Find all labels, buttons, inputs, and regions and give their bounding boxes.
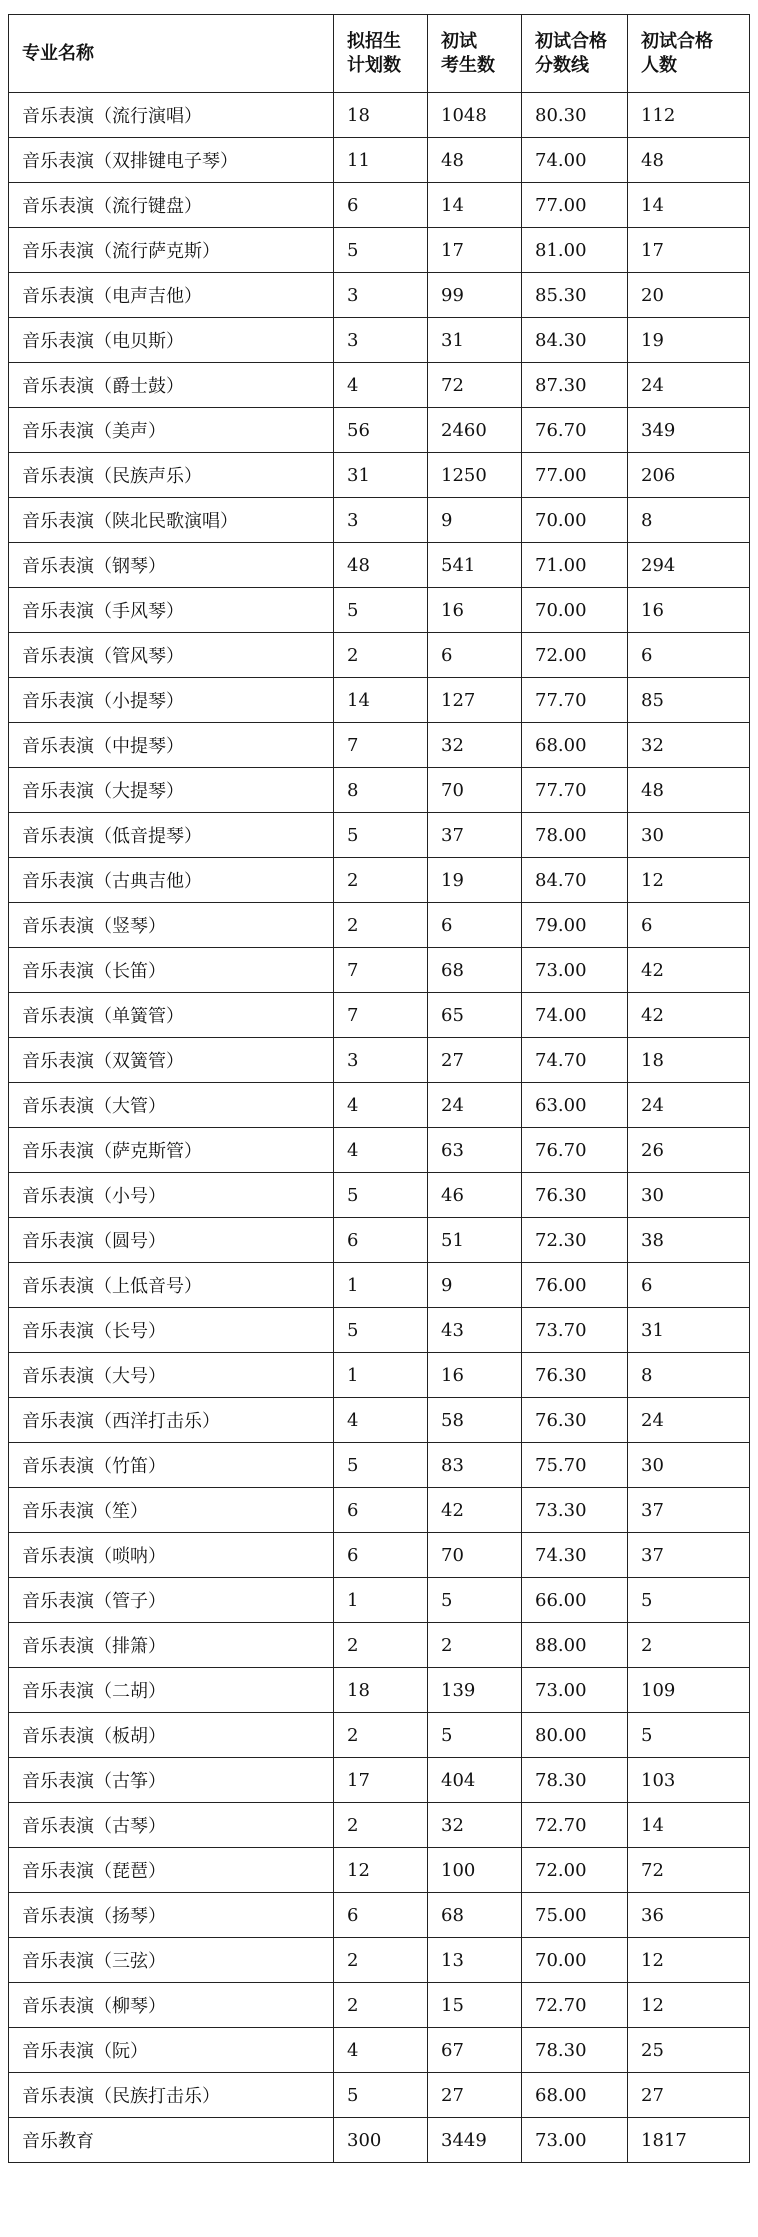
planned-enrollment-cell: 5: [334, 1443, 428, 1488]
candidates-cell: 139: [428, 1668, 522, 1713]
major-name-cell: 音乐表演（古典吉他）: [9, 858, 334, 903]
passing-score-cell: 66.00: [522, 1578, 628, 1623]
table-row: [9, 993, 750, 1038]
planned-enrollment-cell: 5: [334, 813, 428, 858]
planned-enrollment-cell: 2: [334, 1938, 428, 1983]
passing-score-cell: 70.00: [522, 588, 628, 633]
major-name-header: [9, 15, 334, 93]
planned-enrollment-cell: 5: [334, 1308, 428, 1353]
candidates-cell: 58: [428, 1398, 522, 1443]
passing-score-cell: 68.00: [522, 2073, 628, 2118]
header-line: 拟招生: [347, 30, 401, 52]
table-row: [9, 1893, 750, 1938]
major-name-cell: 音乐表演（大管）: [9, 1083, 334, 1128]
passed-count-cell: 42: [628, 948, 750, 993]
passing-score-cell: 80.30: [522, 93, 628, 138]
passed-count-cell: 12: [628, 1983, 750, 2028]
major-name-cell: 音乐表演（管风琴）: [9, 633, 334, 678]
header-line: 初试: [441, 30, 477, 52]
header-line: 考生数: [441, 54, 495, 76]
passing-score-cell: 75.00: [522, 1893, 628, 1938]
table-row: [9, 1983, 750, 2028]
table-row: [9, 2118, 750, 2163]
planned-enrollment-cell: 18: [334, 1668, 428, 1713]
major-name-cell: 音乐表演（电贝斯）: [9, 318, 334, 363]
candidates-cell: 1048: [428, 93, 522, 138]
major-name-cell: 音乐表演（大提琴）: [9, 768, 334, 813]
table-row: [9, 1353, 750, 1398]
passed-count-cell: 30: [628, 1443, 750, 1488]
candidates-cell: 46: [428, 1173, 522, 1218]
table-row: [9, 1758, 750, 1803]
admission-table-container: [8, 14, 749, 2163]
table-row: [9, 1533, 750, 1578]
planned-enrollment-cell: 8: [334, 768, 428, 813]
table-row: [9, 1713, 750, 1758]
passed-count-cell: 48: [628, 768, 750, 813]
passed-count-cell: 112: [628, 93, 750, 138]
candidates-cell: 14: [428, 183, 522, 228]
major-name-cell: 音乐表演（钢琴）: [9, 543, 334, 588]
candidates-cell: 2460: [428, 408, 522, 453]
passed-count-cell: 6: [628, 903, 750, 948]
candidates-cell: 99: [428, 273, 522, 318]
planned-enrollment-header: [334, 15, 428, 93]
passing-score-cell: 78.30: [522, 2028, 628, 2073]
passing-score-cell: 78.00: [522, 813, 628, 858]
passing-score-cell: 77.70: [522, 678, 628, 723]
passing-score-cell: 70.00: [522, 1938, 628, 1983]
candidates-cell: 70: [428, 1533, 522, 1578]
candidates-cell: 32: [428, 723, 522, 768]
candidates-header: [428, 15, 522, 93]
planned-enrollment-cell: 6: [334, 1893, 428, 1938]
planned-enrollment-cell: 6: [334, 1533, 428, 1578]
major-name-cell: 音乐表演（流行键盘）: [9, 183, 334, 228]
passed-count-cell: 18: [628, 1038, 750, 1083]
planned-enrollment-cell: 1: [334, 1578, 428, 1623]
major-name-cell: 音乐表演（双排键电子琴）: [9, 138, 334, 183]
planned-enrollment-cell: 5: [334, 2073, 428, 2118]
passing-score-cell: 74.00: [522, 138, 628, 183]
table-row: [9, 543, 750, 588]
planned-enrollment-cell: 12: [334, 1848, 428, 1893]
passed-count-cell: 72: [628, 1848, 750, 1893]
table-row: [9, 138, 750, 183]
planned-enrollment-cell: 2: [334, 858, 428, 903]
passed-count-cell: 31: [628, 1308, 750, 1353]
passing-score-cell: 74.00: [522, 993, 628, 1038]
candidates-cell: 404: [428, 1758, 522, 1803]
candidates-cell: 16: [428, 1353, 522, 1398]
candidates-cell: 68: [428, 1893, 522, 1938]
passed-count-cell: 25: [628, 2028, 750, 2073]
candidates-cell: 67: [428, 2028, 522, 2073]
candidates-cell: 100: [428, 1848, 522, 1893]
passing-score-header: [522, 15, 628, 93]
passed-count-cell: 349: [628, 408, 750, 453]
candidates-cell: 68: [428, 948, 522, 993]
candidates-cell: 3449: [428, 2118, 522, 2163]
passed-count-cell: 36: [628, 1893, 750, 1938]
table-row: [9, 183, 750, 228]
table-row: [9, 1263, 750, 1308]
major-name-cell: 音乐表演（单簧管）: [9, 993, 334, 1038]
table-row: [9, 1668, 750, 1713]
major-name-cell: 音乐表演（小号）: [9, 1173, 334, 1218]
table-row: [9, 858, 750, 903]
passed-count-cell: 24: [628, 1398, 750, 1443]
candidates-cell: 6: [428, 903, 522, 948]
passed-count-header: [628, 15, 750, 93]
candidates-cell: 31: [428, 318, 522, 363]
candidates-cell: 24: [428, 1083, 522, 1128]
major-name-cell: 音乐表演（大号）: [9, 1353, 334, 1398]
passed-count-cell: 206: [628, 453, 750, 498]
passed-count-cell: 14: [628, 183, 750, 228]
table-row: [9, 1803, 750, 1848]
passed-count-cell: 16: [628, 588, 750, 633]
passing-score-cell: 76.30: [522, 1173, 628, 1218]
candidates-cell: 17: [428, 228, 522, 273]
candidates-cell: 9: [428, 1263, 522, 1308]
passed-count-cell: 37: [628, 1488, 750, 1533]
candidates-cell: 9: [428, 498, 522, 543]
planned-enrollment-cell: 7: [334, 723, 428, 768]
passed-count-cell: 109: [628, 1668, 750, 1713]
header-line: 初试合格: [641, 30, 713, 52]
major-name-cell: 音乐表演（长号）: [9, 1308, 334, 1353]
major-name-cell: 音乐表演（上低音号）: [9, 1263, 334, 1308]
passed-count-cell: 1817: [628, 2118, 750, 2163]
major-name-cell: 音乐表演（西洋打击乐）: [9, 1398, 334, 1443]
planned-enrollment-cell: 6: [334, 1218, 428, 1263]
passing-score-cell: 84.70: [522, 858, 628, 903]
passed-count-cell: 6: [628, 633, 750, 678]
passed-count-cell: 103: [628, 1758, 750, 1803]
planned-enrollment-cell: 4: [334, 1128, 428, 1173]
planned-enrollment-cell: 3: [334, 273, 428, 318]
passed-count-cell: 8: [628, 498, 750, 543]
candidates-cell: 37: [428, 813, 522, 858]
major-name-cell: 音乐表演（二胡）: [9, 1668, 334, 1713]
passing-score-cell: 79.00: [522, 903, 628, 948]
passed-count-cell: 26: [628, 1128, 750, 1173]
table-body: [9, 93, 750, 2163]
planned-enrollment-cell: 56: [334, 408, 428, 453]
passing-score-cell: 72.00: [522, 633, 628, 678]
candidates-cell: 6: [428, 633, 522, 678]
table-row: [9, 1848, 750, 1893]
passing-score-cell: 74.70: [522, 1038, 628, 1083]
passing-score-cell: 75.70: [522, 1443, 628, 1488]
candidates-cell: 48: [428, 138, 522, 183]
passing-score-cell: 85.30: [522, 273, 628, 318]
passed-count-cell: 32: [628, 723, 750, 768]
planned-enrollment-cell: 4: [334, 2028, 428, 2073]
passed-count-cell: 17: [628, 228, 750, 273]
passing-score-cell: 63.00: [522, 1083, 628, 1128]
planned-enrollment-cell: 5: [334, 588, 428, 633]
planned-enrollment-cell: 2: [334, 1713, 428, 1758]
major-name-cell: 音乐表演（民族声乐）: [9, 453, 334, 498]
candidates-cell: 65: [428, 993, 522, 1038]
passed-count-cell: 85: [628, 678, 750, 723]
planned-enrollment-cell: 3: [334, 1038, 428, 1083]
passed-count-cell: 24: [628, 363, 750, 408]
planned-enrollment-cell: 14: [334, 678, 428, 723]
candidates-cell: 51: [428, 1218, 522, 1263]
table-row: [9, 1128, 750, 1173]
candidates-cell: 43: [428, 1308, 522, 1353]
major-name-cell: 音乐表演（竹笛）: [9, 1443, 334, 1488]
table-row: [9, 408, 750, 453]
major-name-cell: 音乐表演（竖琴）: [9, 903, 334, 948]
admission-results-table: [8, 14, 750, 2163]
header-row: [9, 15, 750, 93]
planned-enrollment-cell: 7: [334, 948, 428, 993]
table-row: [9, 363, 750, 408]
passing-score-cell: 76.30: [522, 1398, 628, 1443]
passed-count-cell: 42: [628, 993, 750, 1038]
table-row: [9, 948, 750, 993]
passed-count-cell: 30: [628, 813, 750, 858]
passing-score-cell: 73.00: [522, 1668, 628, 1713]
table-row: [9, 1443, 750, 1488]
table-row: [9, 273, 750, 318]
candidates-cell: 42: [428, 1488, 522, 1533]
table-row: [9, 318, 750, 363]
passed-count-cell: 12: [628, 1938, 750, 1983]
table-row: [9, 1083, 750, 1128]
passing-score-cell: 72.00: [522, 1848, 628, 1893]
passing-score-cell: 71.00: [522, 543, 628, 588]
passing-score-cell: 77.70: [522, 768, 628, 813]
passed-count-cell: 48: [628, 138, 750, 183]
passing-score-cell: 68.00: [522, 723, 628, 768]
passed-count-cell: 6: [628, 1263, 750, 1308]
passing-score-cell: 84.30: [522, 318, 628, 363]
table-row: [9, 633, 750, 678]
major-name-cell: 音乐表演（双簧管）: [9, 1038, 334, 1083]
candidates-cell: 5: [428, 1713, 522, 1758]
major-name-cell: 音乐表演（陕北民歌演唱）: [9, 498, 334, 543]
major-name-cell: 音乐表演（阮）: [9, 2028, 334, 2073]
passing-score-cell: 74.30: [522, 1533, 628, 1578]
passing-score-cell: 73.30: [522, 1488, 628, 1533]
candidates-cell: 2: [428, 1623, 522, 1668]
passed-count-cell: 8: [628, 1353, 750, 1398]
planned-enrollment-cell: 300: [334, 2118, 428, 2163]
table-row: [9, 768, 750, 813]
candidates-cell: 27: [428, 1038, 522, 1083]
planned-enrollment-cell: 3: [334, 318, 428, 363]
table-row: [9, 1623, 750, 1668]
table-row: [9, 1038, 750, 1083]
table-row: [9, 588, 750, 633]
table-header: [9, 15, 750, 93]
header-line: 初试合格: [535, 30, 607, 52]
table-row: [9, 1308, 750, 1353]
passing-score-cell: 72.70: [522, 1803, 628, 1848]
major-name-cell: 音乐表演（古筝）: [9, 1758, 334, 1803]
header-line: 分数线: [535, 54, 589, 76]
passed-count-cell: 24: [628, 1083, 750, 1128]
candidates-cell: 19: [428, 858, 522, 903]
passing-score-cell: 80.00: [522, 1713, 628, 1758]
candidates-cell: 72: [428, 363, 522, 408]
passing-score-cell: 76.70: [522, 1128, 628, 1173]
major-name-cell: 音乐表演（手风琴）: [9, 588, 334, 633]
planned-enrollment-cell: 17: [334, 1758, 428, 1803]
planned-enrollment-cell: 3: [334, 498, 428, 543]
major-name-cell: 音乐表演（民族打击乐）: [9, 2073, 334, 2118]
passing-score-cell: 81.00: [522, 228, 628, 273]
candidates-cell: 13: [428, 1938, 522, 1983]
passing-score-cell: 73.00: [522, 2118, 628, 2163]
candidates-cell: 5: [428, 1578, 522, 1623]
major-name-cell: 音乐表演（琵琶）: [9, 1848, 334, 1893]
major-name-cell: 音乐表演（长笛）: [9, 948, 334, 993]
major-name-cell: 音乐表演（萨克斯管）: [9, 1128, 334, 1173]
planned-enrollment-cell: 5: [334, 1173, 428, 1218]
planned-enrollment-cell: 2: [334, 1803, 428, 1848]
planned-enrollment-cell: 1: [334, 1353, 428, 1398]
planned-enrollment-cell: 6: [334, 1488, 428, 1533]
passed-count-cell: 38: [628, 1218, 750, 1263]
major-name-cell: 音乐表演（低音提琴）: [9, 813, 334, 858]
passing-score-cell: 87.30: [522, 363, 628, 408]
candidates-cell: 63: [428, 1128, 522, 1173]
table-row: [9, 1173, 750, 1218]
table-row: [9, 813, 750, 858]
passing-score-cell: 72.70: [522, 1983, 628, 2028]
passing-score-cell: 88.00: [522, 1623, 628, 1668]
table-row: [9, 2073, 750, 2118]
major-name-cell: 音乐表演（爵士鼓）: [9, 363, 334, 408]
major-name-cell: 音乐表演（板胡）: [9, 1713, 334, 1758]
major-name-cell: 音乐表演（古琴）: [9, 1803, 334, 1848]
table-row: [9, 228, 750, 273]
major-name-cell: 音乐表演（笙）: [9, 1488, 334, 1533]
major-name-cell: 音乐表演（电声吉他）: [9, 273, 334, 318]
planned-enrollment-cell: 31: [334, 453, 428, 498]
major-name-cell: 音乐表演（圆号）: [9, 1218, 334, 1263]
header-line: 人数: [641, 54, 677, 76]
passing-score-cell: 76.70: [522, 408, 628, 453]
major-name-cell: 音乐表演（柳琴）: [9, 1983, 334, 2028]
candidates-cell: 541: [428, 543, 522, 588]
passing-score-cell: 72.30: [522, 1218, 628, 1263]
major-name-cell: 音乐表演（排箫）: [9, 1623, 334, 1668]
major-name-cell: 音乐表演（流行演唱）: [9, 93, 334, 138]
passing-score-cell: 77.00: [522, 453, 628, 498]
table-row: [9, 1578, 750, 1623]
planned-enrollment-cell: 4: [334, 363, 428, 408]
planned-enrollment-cell: 4: [334, 1083, 428, 1128]
passed-count-cell: 5: [628, 1578, 750, 1623]
table-row: [9, 678, 750, 723]
passing-score-cell: 76.00: [522, 1263, 628, 1308]
table-row: [9, 2028, 750, 2073]
passed-count-cell: 27: [628, 2073, 750, 2118]
table-row: [9, 903, 750, 948]
planned-enrollment-cell: 1: [334, 1263, 428, 1308]
candidates-cell: 127: [428, 678, 522, 723]
passed-count-cell: 20: [628, 273, 750, 318]
planned-enrollment-cell: 5: [334, 228, 428, 273]
passed-count-cell: 19: [628, 318, 750, 363]
table-row: [9, 1218, 750, 1263]
candidates-cell: 32: [428, 1803, 522, 1848]
candidates-cell: 1250: [428, 453, 522, 498]
table-row: [9, 723, 750, 768]
planned-enrollment-cell: 7: [334, 993, 428, 1038]
candidates-cell: 27: [428, 2073, 522, 2118]
candidates-cell: 70: [428, 768, 522, 813]
planned-enrollment-cell: 2: [334, 903, 428, 948]
planned-enrollment-cell: 4: [334, 1398, 428, 1443]
passed-count-cell: 5: [628, 1713, 750, 1758]
planned-enrollment-cell: 48: [334, 543, 428, 588]
major-name-cell: 音乐表演（管子）: [9, 1578, 334, 1623]
passing-score-cell: 73.70: [522, 1308, 628, 1353]
passing-score-cell: 78.30: [522, 1758, 628, 1803]
passed-count-cell: 14: [628, 1803, 750, 1848]
passing-score-cell: 76.30: [522, 1353, 628, 1398]
major-name-cell: 音乐表演（美声）: [9, 408, 334, 453]
table-row: [9, 1398, 750, 1443]
table-row: [9, 1938, 750, 1983]
planned-enrollment-cell: 18: [334, 93, 428, 138]
planned-enrollment-cell: 2: [334, 633, 428, 678]
planned-enrollment-cell: 2: [334, 1623, 428, 1668]
candidates-cell: 83: [428, 1443, 522, 1488]
passed-count-cell: 294: [628, 543, 750, 588]
table-row: [9, 453, 750, 498]
planned-enrollment-cell: 11: [334, 138, 428, 183]
table-row: [9, 1488, 750, 1533]
passed-count-cell: 30: [628, 1173, 750, 1218]
header-line: 专业名称: [22, 42, 94, 64]
planned-enrollment-cell: 6: [334, 183, 428, 228]
passing-score-cell: 73.00: [522, 948, 628, 993]
candidates-cell: 15: [428, 1983, 522, 2028]
passed-count-cell: 2: [628, 1623, 750, 1668]
passed-count-cell: 12: [628, 858, 750, 903]
major-name-cell: 音乐表演（扬琴）: [9, 1893, 334, 1938]
major-name-cell: 音乐表演（流行萨克斯）: [9, 228, 334, 273]
major-name-cell: 音乐表演（唢呐）: [9, 1533, 334, 1578]
table-row: [9, 498, 750, 543]
planned-enrollment-cell: 2: [334, 1983, 428, 2028]
major-name-cell: 音乐教育: [9, 2118, 334, 2163]
header-line: 计划数: [347, 54, 401, 76]
major-name-cell: 音乐表演（中提琴）: [9, 723, 334, 768]
passing-score-cell: 70.00: [522, 498, 628, 543]
passing-score-cell: 77.00: [522, 183, 628, 228]
major-name-cell: 音乐表演（小提琴）: [9, 678, 334, 723]
candidates-cell: 16: [428, 588, 522, 633]
major-name-cell: 音乐表演（三弦）: [9, 1938, 334, 1983]
passed-count-cell: 37: [628, 1533, 750, 1578]
table-row: [9, 93, 750, 138]
